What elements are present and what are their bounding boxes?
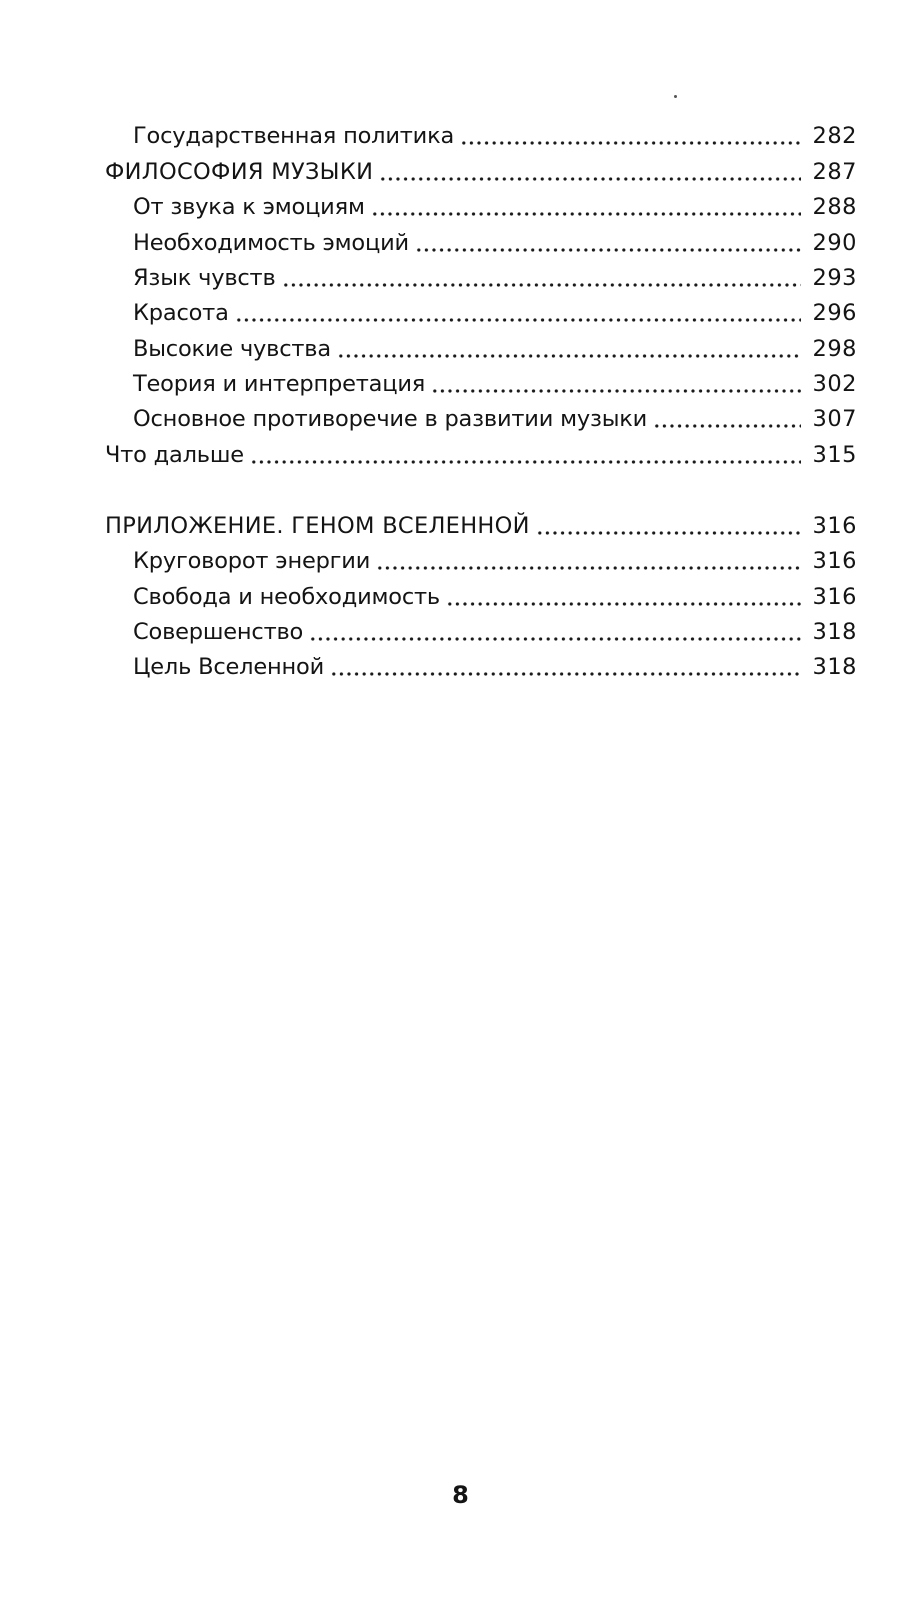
toc-entry-page: 315 bbox=[812, 442, 857, 468]
toc-entry-page: 288 bbox=[812, 194, 857, 220]
toc-entry-beauty[interactable] bbox=[105, 294, 857, 328]
toc-entry-title: Необходимость эмоций bbox=[133, 230, 409, 256]
dot-leader bbox=[330, 672, 801, 676]
dot-leader bbox=[415, 248, 801, 252]
toc-entry-page: 296 bbox=[812, 300, 857, 326]
toc-entry-title: ФИЛОСОФИЯ МУЗЫКИ bbox=[105, 159, 374, 185]
toc-entry-language-of-feelings[interactable] bbox=[105, 259, 857, 293]
toc-entry-energy-cycle[interactable] bbox=[105, 542, 857, 576]
toc-entry-title: Государственная политика bbox=[133, 123, 455, 149]
dot-leader bbox=[379, 177, 800, 181]
toc-entry-page: 316 bbox=[812, 548, 857, 574]
toc-entry-page: 318 bbox=[812, 619, 857, 645]
toc-entry-title: Язык чувств bbox=[133, 265, 276, 291]
toc-entry-appendix-genome[interactable] bbox=[105, 507, 857, 541]
toc-entry-title: Красота bbox=[133, 300, 229, 326]
dot-leader bbox=[337, 354, 801, 358]
toc-entry-page: 282 bbox=[812, 123, 857, 149]
dot-leader bbox=[460, 141, 800, 145]
dot-leader bbox=[309, 637, 800, 641]
dot-leader bbox=[653, 424, 800, 428]
toc-entry-title: Свобода и необходимость bbox=[133, 584, 440, 610]
dot-leader bbox=[282, 283, 801, 287]
dot-leader bbox=[446, 602, 801, 606]
toc-entry-what-next[interactable] bbox=[105, 436, 857, 470]
toc-entry-from-sound-to-emotions[interactable] bbox=[105, 188, 857, 222]
toc-entry-page: 316 bbox=[812, 584, 857, 610]
toc-entry-page: 287 bbox=[812, 159, 857, 185]
toc-entry-page: 316 bbox=[812, 513, 857, 539]
toc-entry-title: Круговорот энергии bbox=[133, 548, 371, 574]
page-number: 8 bbox=[452, 1481, 469, 1509]
toc-entry-theory-and-interpretation[interactable] bbox=[105, 365, 857, 399]
toc-entry-title: Цель Вселенной bbox=[133, 654, 324, 680]
toc-entry-philosophy-of-music[interactable] bbox=[105, 153, 857, 187]
toc-entry-necessity-of-emotions[interactable] bbox=[105, 224, 857, 258]
dot-leader bbox=[235, 318, 801, 322]
scan-speck bbox=[674, 95, 677, 98]
toc-entry-title: Совершенство bbox=[133, 619, 304, 645]
toc-entry-main-contradiction[interactable] bbox=[105, 400, 857, 434]
toc-entry-page: 307 bbox=[812, 406, 857, 432]
dot-leader bbox=[371, 212, 801, 216]
toc-entry-freedom-and-necessity[interactable] bbox=[105, 578, 857, 612]
toc-entry-title: ПРИЛОЖЕНИЕ. ГЕНОМ ВСЕЛЕННОЙ bbox=[105, 513, 530, 539]
toc-entry-high-feelings[interactable] bbox=[105, 330, 857, 364]
toc-entry-title: Теория и интерпретация bbox=[133, 371, 426, 397]
toc-entry-page: 293 bbox=[812, 265, 857, 291]
toc-entry-title: От звука к эмоциям bbox=[133, 194, 365, 220]
dot-leader bbox=[431, 389, 800, 393]
toc-entry-page: 302 bbox=[812, 371, 857, 397]
toc-entry-title: Высокие чувства bbox=[133, 336, 331, 362]
toc-entry-purpose-of-universe[interactable] bbox=[105, 648, 857, 682]
toc-entry-page: 290 bbox=[812, 230, 857, 256]
toc-entry-title: Что дальше bbox=[105, 442, 244, 468]
toc-entry-state-policy[interactable] bbox=[105, 117, 857, 151]
toc-entry-page: 318 bbox=[812, 654, 857, 680]
toc-entry-title: Основное противоречие в развитии музыки bbox=[133, 406, 648, 432]
toc-entry-page: 298 bbox=[812, 336, 857, 362]
dot-leader bbox=[250, 460, 801, 464]
dot-leader bbox=[536, 531, 801, 535]
toc-entry-perfection[interactable] bbox=[105, 613, 857, 647]
dot-leader bbox=[376, 566, 800, 570]
